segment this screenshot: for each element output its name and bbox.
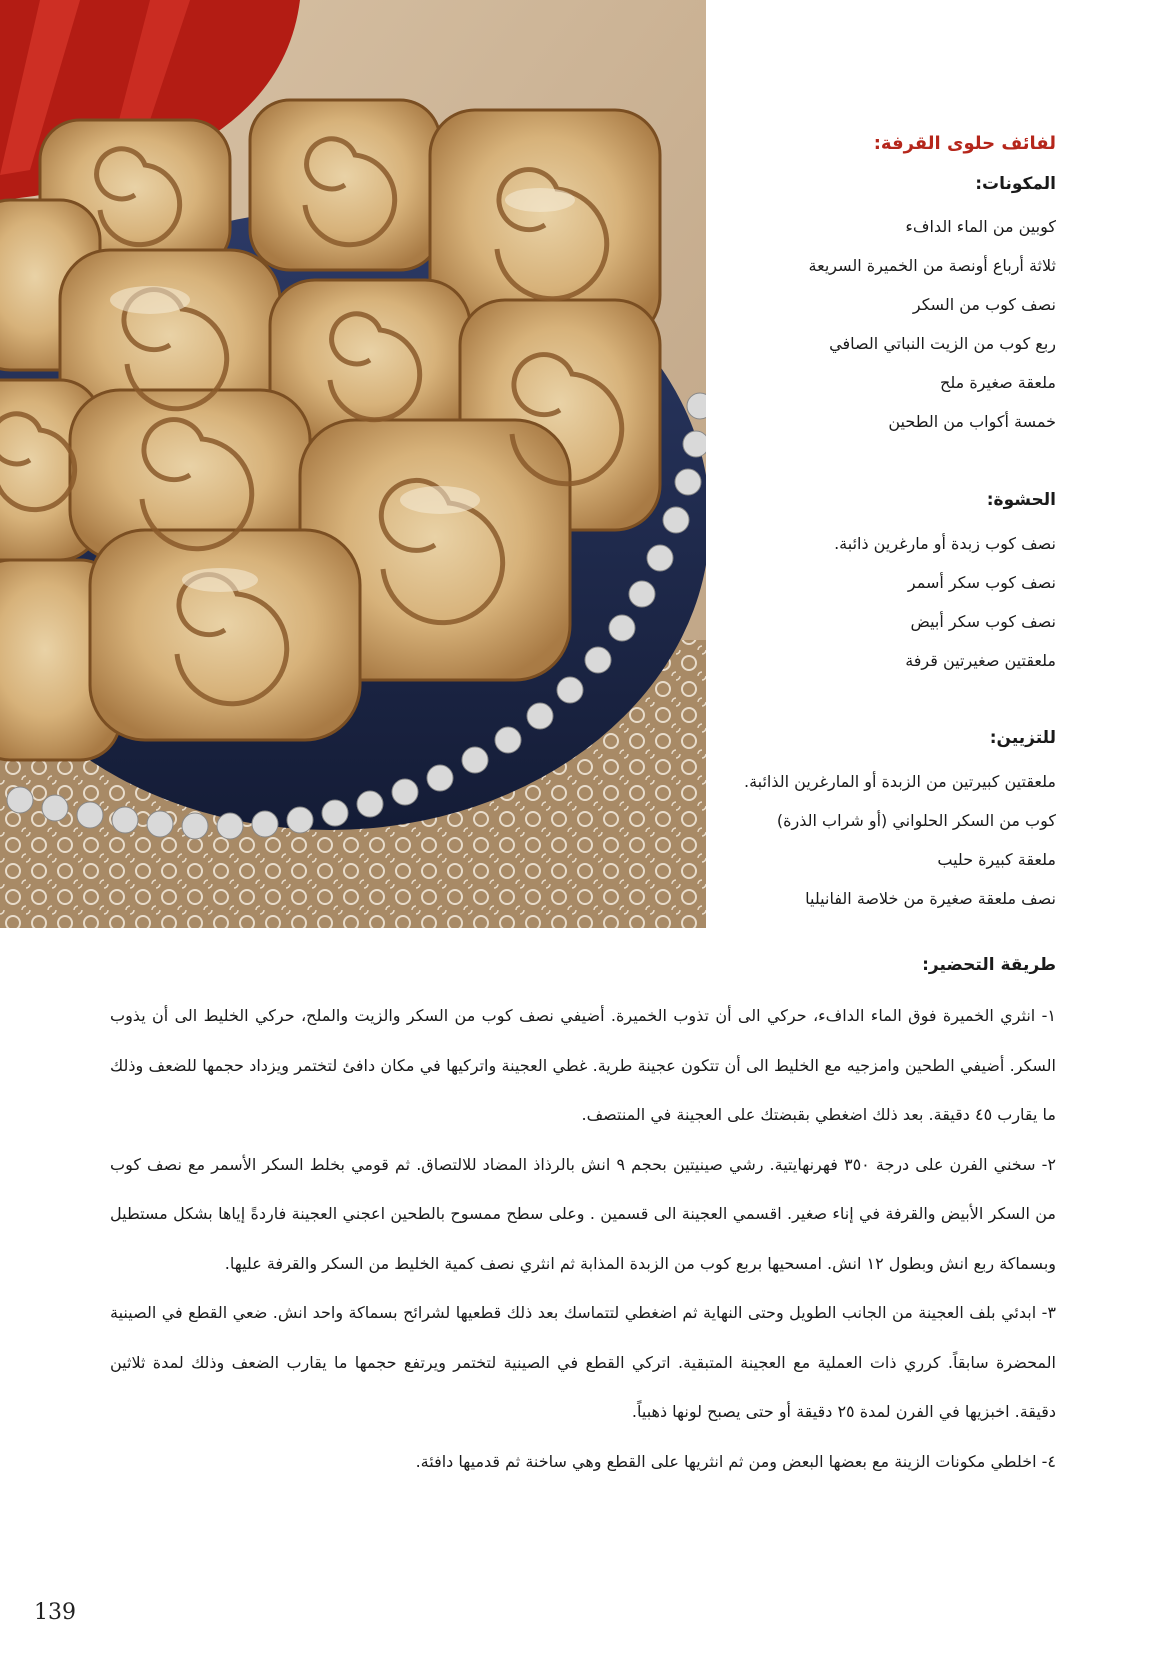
list-item: كوبين من الماء الدافء [905,217,1056,236]
topping-heading: للتزيين: [989,728,1056,748]
list-item: نصف كوب من السكر [912,295,1056,314]
method-step: ٢- سخني الفرن على درجة ٣٥٠ فهرنهايتية. رشي صينيتين بحجم ٩ انش بالرذاذ المضاد للالتصاق. ثم قومي بخلط السكر الأسمر مع نصف كوب من السكر الأبيض والقرفة في إناء صغير. اقسمي العجينة الى قسمين . وعلى سطح ممسوح بالطحين اعجني العجينة فاردةً إياها بشكل مستطيل وبسماكة ربع انش وبطول ١٢ انش. امسحيها بربع كوب من الزبدة المذابة ثم انثري نصف كمية الخليط من السكر والقرفة عليها. [110,1154,1057,1273]
method-step: ٣- ابدئي بلف العجينة من الجانب الطويل وحتى النهاية ثم اضغطي لتتماسك بعد ذلك قطعيها لشرائح بسماكة واحد انش. ضعي القطع في الصينية المحضرة سابقاً. كرري ذات العملية مع العجينة المتبقية. اتركي القطع في الصينية لتختمر ويرتفع حجمها ما يقارب الضعف وذلك لمدة ثلاثين دقيقة. اخبزيها في الفرن لمدة ٢٥ دقيقة أو حتى يصبح لونها ذهبياً. [110,1303,1056,1421]
preparation-method [110,955,1056,1486]
filling-list [834,524,1056,680]
ingredients-heading: المكونات: [975,174,1056,194]
list-item: ربع كوب من الزيت النباتي الصافي [829,334,1056,353]
recipe-title: لفائف حلوى القرفة: [873,133,1056,154]
list-item: ثلاثة أرباع أونصة من الخميرة السريعة [808,256,1056,275]
list-item: ملعقتين صغيرتين قرفة [905,651,1056,670]
list-item: ملعقتين كبيرتين من الزبدة أو المارغرين الذائبة. [743,772,1056,791]
filling-heading: الحشوة: [986,490,1056,510]
list-item: نصف كوب سكر أبيض [910,612,1056,631]
method-step: ٤- اخلطي مكونات الزينة مع بعضها البعض ومن ثم انثريها على القطع وهي ساخنة ثم قدميها دافئة. [415,1451,1056,1471]
list-item: نصف كوب سكر أسمر [907,573,1056,592]
ingredients-list [809,207,1056,441]
topping-list [744,762,1056,918]
recipe-ingredients-column [720,0,1056,928]
list-item: نصف ملعقة صغيرة من خلاصة الفانيليا [805,889,1056,908]
list-item: ملعقة صغيرة ملح [940,373,1056,392]
list-item: كوب من السكر الحلواني (أو شراب الذرة) [776,811,1056,830]
page-number: 139 [34,1600,76,1625]
list-item: خمسة أكواب من الطحين [888,412,1056,431]
list-item: نصف كوب زبدة أو مارغرين ذائبة. [834,534,1056,553]
list-item: ملعقة كبيرة حليب [937,850,1056,869]
method-step: ١- انثري الخميرة فوق الماء الدافء، حركي الى أن تذوب الخميرة. أضيفي نصف كوب من السكر والزيت والملح، حركي الخليط الى أن يذوب السكر. أضيفي الطحين وامزجيه مع الخليط الى أن تتكون عجينة طرية. غطي العجينة واتركيها في مكان دافئ لتختمر ويزداد حجمها للضعف وذلك ما يقارب ٤٥ دقيقة. بعد ذلك اضغطي بقبضتك على العجينة في المنتصف. [110,1006,1056,1124]
method-heading: طريقة التحضير: [922,955,1056,975]
cinnamon-rolls-photo [0,0,706,928]
